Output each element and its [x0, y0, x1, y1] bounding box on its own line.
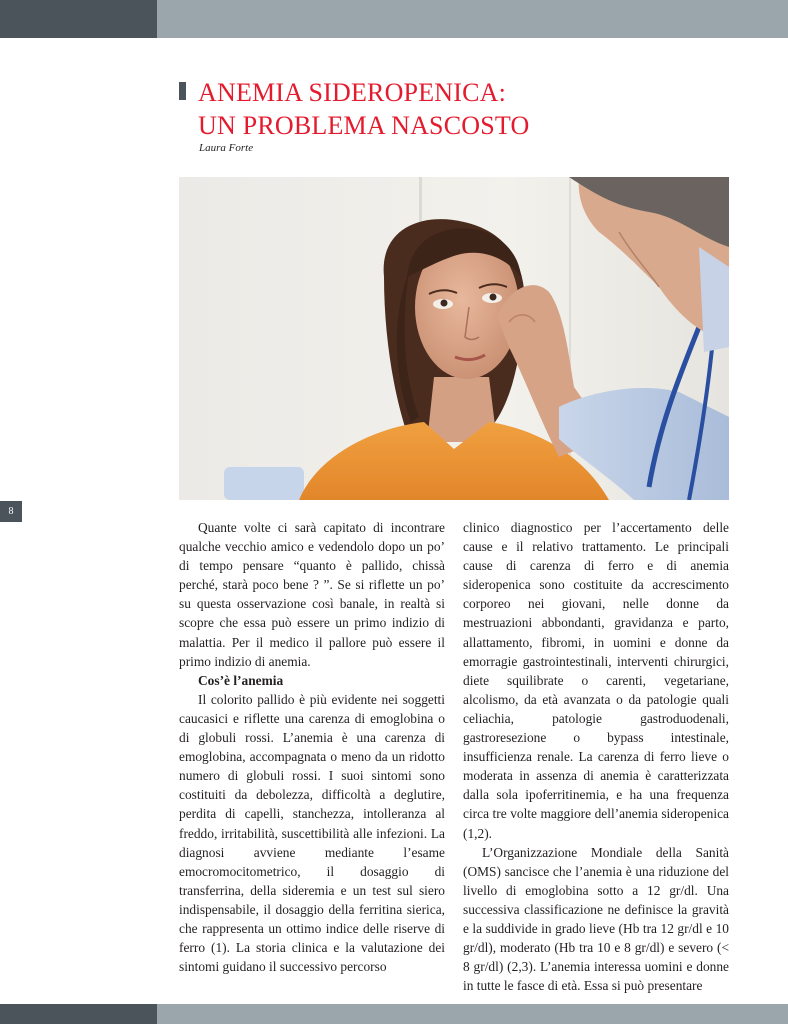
section-heading-anemia: Cos’è l’anemia	[198, 672, 284, 688]
title-marker	[179, 82, 186, 100]
paragraph-anemia-definition: Il colorito pallido è più evidente nei soggetti caucasici e riflette una carenza di emoglobina o di globuli rossi. L’anemia è una carenza di emoglobina, accompagnata o meno da un ridotto numero di globuli rossi. I suoi sintomi sono costituiti da debolezza, difficoltà a deglutire, perdita di capelli, stanchezza, intolleranza al freddo, irritabilità, suscettibilità alle infezioni. La diagnosi avviene mediante l’esame emocromocitometrico, il dosaggio di transferrina, della sideremia e un test sul siero indispensabile, il dosaggio della ferritina sierica, che rappresenta un ottimo indice delle riserve di ferro (1). La storia clinica e la valutazione dei sintomi guidano il successivo percorso	[179, 691, 445, 975]
footer-bar-light	[157, 1004, 788, 1024]
header-bar-dark	[0, 0, 157, 38]
paragraph-oms: L’Organizzazione Mondiale della Sanità (OMS) sancisce che l’anemia è una riduzione del livello di emoglobina sotto a 12 gr/dl. Una successiva classificazione ne definisce la gravità e la suddivide in grado lieve (Hb tra 12 gr/dl e 10 gr/dl), moderato (Hb tra 10 e 8 gr/dl) e severo (< 8 gr/dl) (2,3). L’anemia interessa uomini e donne in tutte le fasce di età. Essa si può presentare	[463, 844, 729, 994]
text-column-1	[179, 518, 445, 976]
article-author: Laura Forte	[199, 142, 254, 154]
paragraph-causes: clinico diagnostico per l’accertamento delle cause e il relativo trattamento. Le principali cause di carenza di ferro e di anemia sideropenica sono costituite da accrescimento corporeo nei giovani, nelle donne da mestruazioni abbondanti, gravidanza e parto, allattamento, fibromi, in uomini e donne da emorragie gastrointestinali, interventi chirurgici, diete squilibrate o carenti, vegetariane, alcolismo, da età avanzata o da patologie quali celiachia, patologie gastroduodenali, gastroresezione o bypass intestinale, insufficienza renale. La carenza di ferro lieve o moderata in assenza di anemia è caratterizzata dalla sola ipoferritinemia, e ha una frequenza circa tre volte maggiore dell’anemia sideropenica (1,2).	[463, 520, 729, 841]
footer-bar-dark	[0, 1004, 157, 1024]
article-title	[198, 76, 529, 142]
paragraph-intro: Quante volte ci sarà capitato di incontrare qualche vecchio amico e vedendolo dopo un po’ di tempo pensare “quanto è pallido, chissà perché, starà poco bene ? ”. Se si riflette un po’ su questa osservazione così banale, in realtà si scopre che essa può essere un primo indizio di malattia. Per il medico il pallore può essere il primo indizio di anemia.	[179, 520, 445, 669]
header-bar-light	[157, 0, 788, 38]
doctor-examining-patient-eye-photo	[179, 177, 729, 500]
text-column-2	[463, 518, 729, 995]
page-number: 8	[0, 501, 22, 522]
title-line-1: ANEMIA SIDEROPENICA:	[198, 78, 507, 107]
title-line-2: UN PROBLEMA NASCOSTO	[198, 111, 530, 140]
